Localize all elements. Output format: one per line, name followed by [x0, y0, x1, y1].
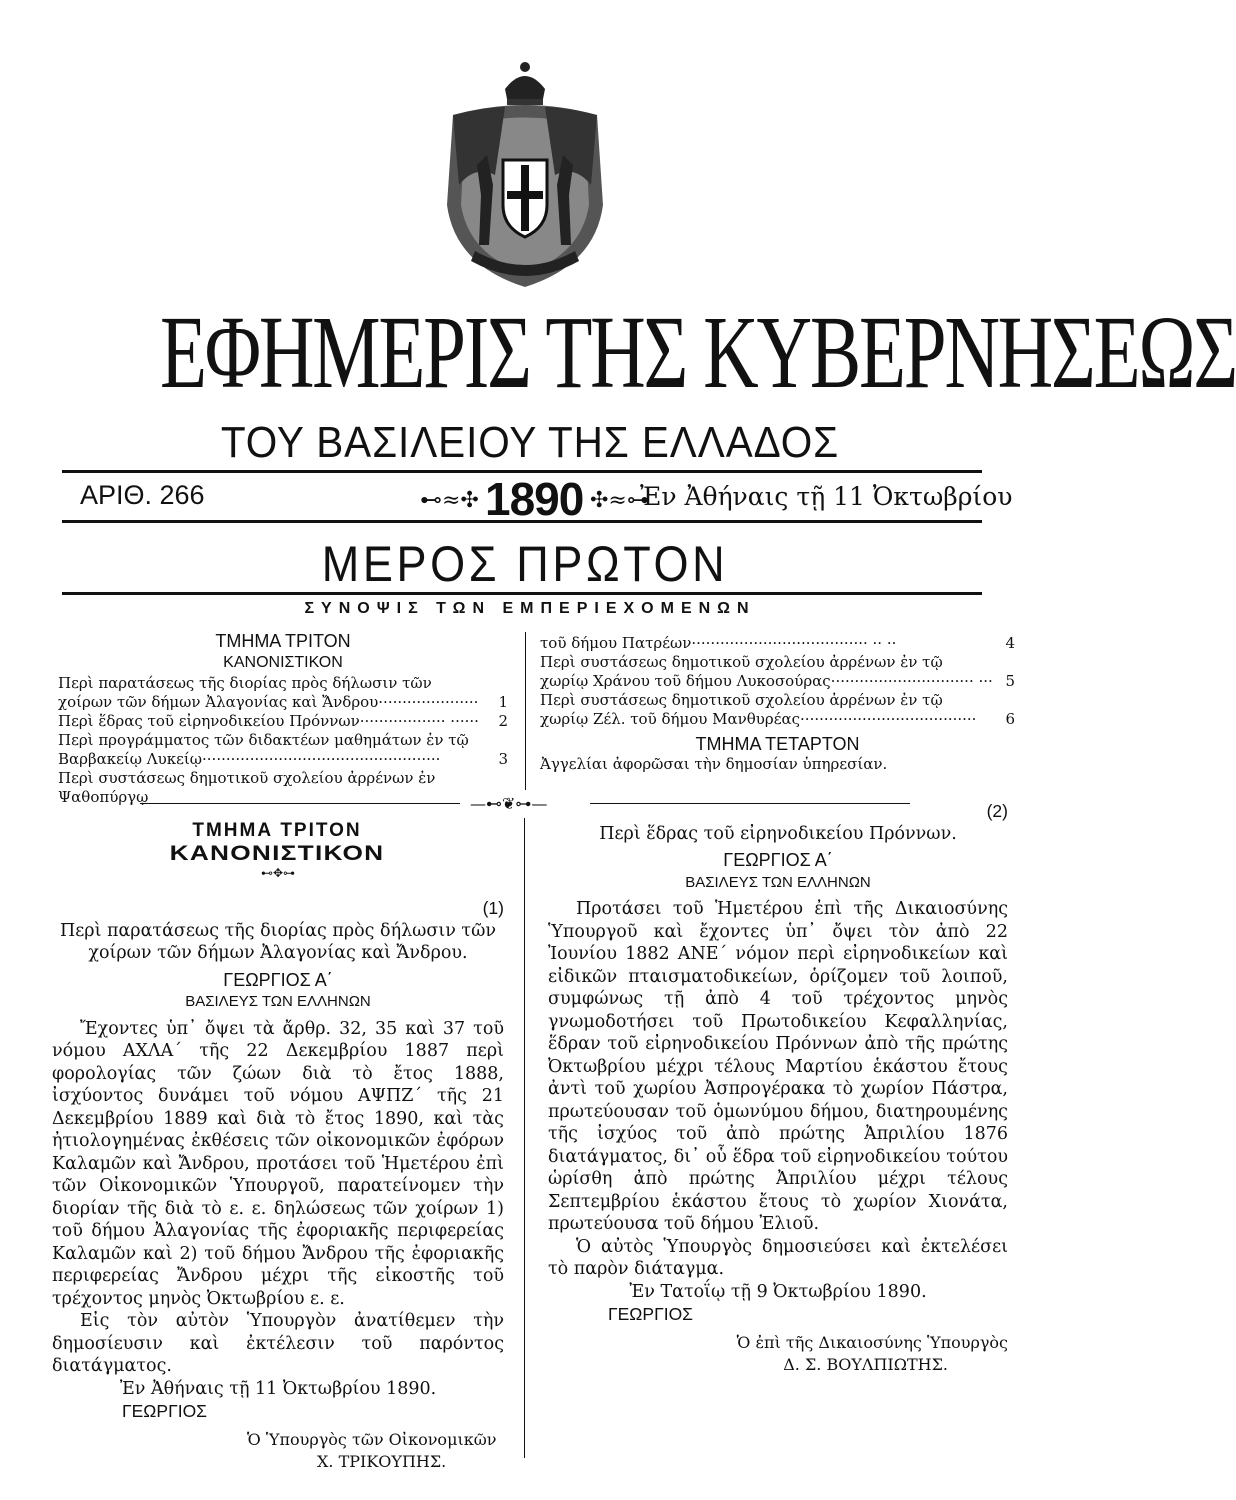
minister-name: Δ. Σ. ΒΟΥΛΠΙΩΤΗΣ. [783, 1355, 948, 1374]
king-name: ΓΕΩΡΓΙΟΣ Α΄ [723, 850, 833, 870]
toc-item: Ἀγγελίαι ἀφορῶσαι τὴν δημοσίαν ὑπηρεσίαν. [540, 755, 888, 773]
toc-title: ΣΥΝΟΨΙΣ ΤΩΝ ΕΜΠΕΡΙΕΧΟΜΕΝΩΝ [304, 600, 756, 617]
toc-divider [525, 632, 526, 790]
issue-number: ΑΡΙΘ. 266 [80, 480, 205, 510]
left-ornament-icon: ⊷≈✣ [420, 488, 479, 513]
decree-signature: ΓΕΩΡΓΙΟΣ [122, 1401, 207, 1421]
king-name: ΓΕΩΡΓΙΟΣ Α΄ [223, 969, 333, 990]
decree-body: Ἔχοντες ὑπ᾽ ὄψει τὰ ἄρθρ. 32, 35 καὶ 37 τοῦ νόμου ΑΧΛΑ΄ τῆς 22 Δεκεμβρίου 1887 περὶ φορολογίας τῶν ζώων διὰ τὸ ἔτος 1888, ἰσχύοντος δυνάμει τοῦ νόμου ΑΨΠΖ΄ τῆς 21 Δεκεμβρίου 1889 καὶ διὰ τὸ ἔτος 1890, καὶ τὰς ἠτιολογημένας ἐκθέσεις τῶν οἰκονομικῶν ἐφόρων Καλαμῶν καὶ Ἄνδρου, προτάσει τοῦ Ἡμετέρου ἐπὶ τῶν Οἰκονομικῶν Ὑπουργοῦ, παρατείνομεν τὴν διορίαν τῆς διὰ τὸ ε. ε. δηλώσεως τῶν χοίρων 1) τοῦ δήμου Ἀλαγονίας τῆς ἐφοριακῆς περιφερείας Καλαμῶν καὶ 2) τοῦ δήμου Ἄνδρου τῆς ἐφοριακῆς περιφερείας Ἄνδρου μέχρι τῆς εἰκοστῆς τοῦ τρέχοντος μηνὸς Ὀκτωβρίου ε. ε. [52, 1018, 504, 1309]
section-title: ΤΜΗΜΑ ΤΡΙΤΟΝ [192, 820, 362, 841]
ornament-line-left [140, 803, 460, 804]
minister-name: Χ. ΤΡΙΚΟΥΠΗΣ. [317, 1452, 447, 1471]
issue-year: 1890 [485, 473, 584, 525]
decree-heading: Περὶ ἕδρας τοῦ εἰρηνοδικείου Πρόννων. [599, 823, 957, 844]
masthead-subtitle: ΤΟΥ ΒΑΣΙΛΕΙΟΥ ΤΗΣ ΕΛΛΑΔΟΣ [220, 418, 840, 467]
toc-subsection-title: ΚΑΝΟΝΙΣΤΙΚΟΝ [223, 654, 343, 671]
toc-item: Περὶ συστάσεως δημοτικοῦ σχολείου ἀρρένων ἐν τῷ χωρίῳ Χράνου τοῦ δήμου Λυκοσούρας······························ ··· 5 [540, 653, 1015, 690]
divider-ornament-icon: —⊷❦⊶— [470, 794, 548, 813]
decree-number: (1) [482, 898, 504, 918]
king-title: ΒΑΣΙΛΕΥΣ ΤΩΝ ΕΛΛΗΝΩΝ [685, 873, 871, 891]
decree-body: Εἰς τὸν αὐτὸν Ὑπουργὸν ἀνατίθεμεν τὴν δημοσίευσιν καὶ ἐκτέλεσιν τοῦ παρόντος διατάγματος. [52, 1311, 504, 1376]
toc-section-title: ΤΜΗΜΑ ΤΕΤΑΡΤΟΝ [695, 734, 860, 754]
toc-item: Περὶ προγράμματος τῶν διδακτέων μαθημάτων ἐν τῷ Βαρβακείῳ Λυκείῳ·················································· 3 [58, 731, 508, 768]
small-ornament-icon: ⊷✥⊶ [260, 866, 296, 880]
decree-date: Ἐν Τατοΐῳ τῇ 9 Ὀκτωβρίου 1890. [629, 1281, 927, 1302]
toc-item: Περὶ παρατάσεως τῆς διορίας πρὸς δήλωσιν τῶν χοίρων τῶν δήμων Ἀλαγονίας καὶ Ἄνδρου····················· 1 [58, 674, 508, 711]
decree-body: Προτάσει τοῦ Ἡμετέρου ἐπὶ τῆς Δικαιοσύνης Ὑπουργοῦ καὶ ἔχοντες ὑπ᾽ ὄψει τὸν ἀπὸ 22 Ἰουνίου 1882 ΑΝΕ΄ νόμον περὶ εἰρηνοδικείων καὶ εἰδικῶν πταισματοδικείων, ὁρίζομεν τοῦ λοιποῦ, συμφώνως τῇ ἀπὸ 4 τοῦ τρέχοντος μηνὸς γνωμοδοτήσει τοῦ Πρωτοδικείου Κεφαλληνίας, ἕδραν τοῦ εἰρηνοδικείου Πρόννων ἀπὸ τῆς πρώτης Ὀκτωβρίου μέχρι τέλους Μαρτίου ἑκάστου ἔτους ἀντὶ τοῦ χωρίου Ἀσπρογέρακα τὸ χωρίον Πάστρα, πρωτεύουσαν τοῦ ὁμωνύμου δήμου, διατηρουμένης τῆς ἰσχύος τοῦ ἀπὸ πρώτης Ἀπριλίου 1876 διατάγματος, δι᾽ οὗ ἕδρα τοῦ εἰρηνοδικείου τούτου ὡρίσθη ἀπὸ πρώτης Ἀπριλίου μέχρι τέλους Σεπτεμβρίου ἑκάστου ἔτους τὸ χωρίον Χιονάτα, πρωτεύουσα τοῦ δήμου Ἐλιοῦ. [548, 899, 1008, 1234]
toc-section-title: ΤΜΗΜΑ ΤΡΙΤΟΝ [215, 631, 351, 651]
middle-rule [62, 520, 982, 523]
left-column [52, 820, 504, 1474]
column-divider [524, 818, 525, 1458]
decree-signature: ΓΕΩΡΓΙΟΣ [608, 1304, 693, 1324]
issue-date: Ἐν Ἀθήναις τῇ 11 Ὀκτωβρίου [640, 482, 1013, 511]
royal-coat-of-arms [425, 55, 625, 295]
decree-date: Ἐν Ἀθήναις τῇ 11 Ὀκτωβρίου 1890. [119, 1378, 437, 1399]
right-ornament-icon: ✣≈⊶ [590, 488, 649, 513]
part-title: ΜΕΡΟΣ ΠΡΩΤΟΝ [321, 536, 729, 592]
toc-item: τοῦ δήμου Πατρέων····································· ·· ·· 4 [540, 634, 1015, 652]
toc-left-column [58, 630, 508, 807]
decree-body: Ὁ αὐτὸς Ὑπουργὸς δημοσιεύσει καὶ ἐκτελέσει τὸ παρὸν διάταγμα. [548, 1236, 1008, 1279]
right-column [548, 801, 1008, 1377]
decree-heading: Περὶ παρατάσεως τῆς διορίας πρὸς δήλωσιν τῶν χοίρων τῶν δήμων Ἀλαγονίας καὶ Ἄνδρου. [59, 920, 497, 963]
toc-item: Περὶ συστάσεως δημοτικοῦ σχολείου ἀρρένων ἐν τῷ χωρίῳ Ζέλ. τοῦ δήμου Μανθυρέας····································· 6 [540, 691, 1015, 728]
toc-right-column [540, 634, 1015, 774]
minister-title: Ὁ Ὑπουργὸς τῶν Οἰκονομικῶν [247, 1429, 497, 1449]
toc-item: Περὶ συστάσεως δημοτικοῦ σχολείου ἀρρένων ἐν Ψαθοπύργῳ [58, 769, 436, 806]
toc-item: Περὶ ἕδρας τοῦ εἰρηνοδικείου Πρόννων·················· ······ 2 [58, 712, 508, 730]
decree-number: (2) [986, 801, 1008, 821]
lower-rule [62, 592, 982, 595]
masthead-title: ΕΦΗΜΕΡΙΣ ΤΗΣ ΚΥΒΕΡΝΗΣΕΩΣ [160, 295, 1236, 410]
minister-title: Ὁ ἐπὶ τῆς Δικαιοσύνης Ὑπουργὸς [736, 1332, 1008, 1352]
king-title: ΒΑΣΙΛΕΥΣ ΤΩΝ ΕΛΛΗΝΩΝ [185, 993, 371, 1010]
subsection-title: ΚΑΝΟΝΙΣΤΙΚΟΝ [169, 841, 385, 865]
